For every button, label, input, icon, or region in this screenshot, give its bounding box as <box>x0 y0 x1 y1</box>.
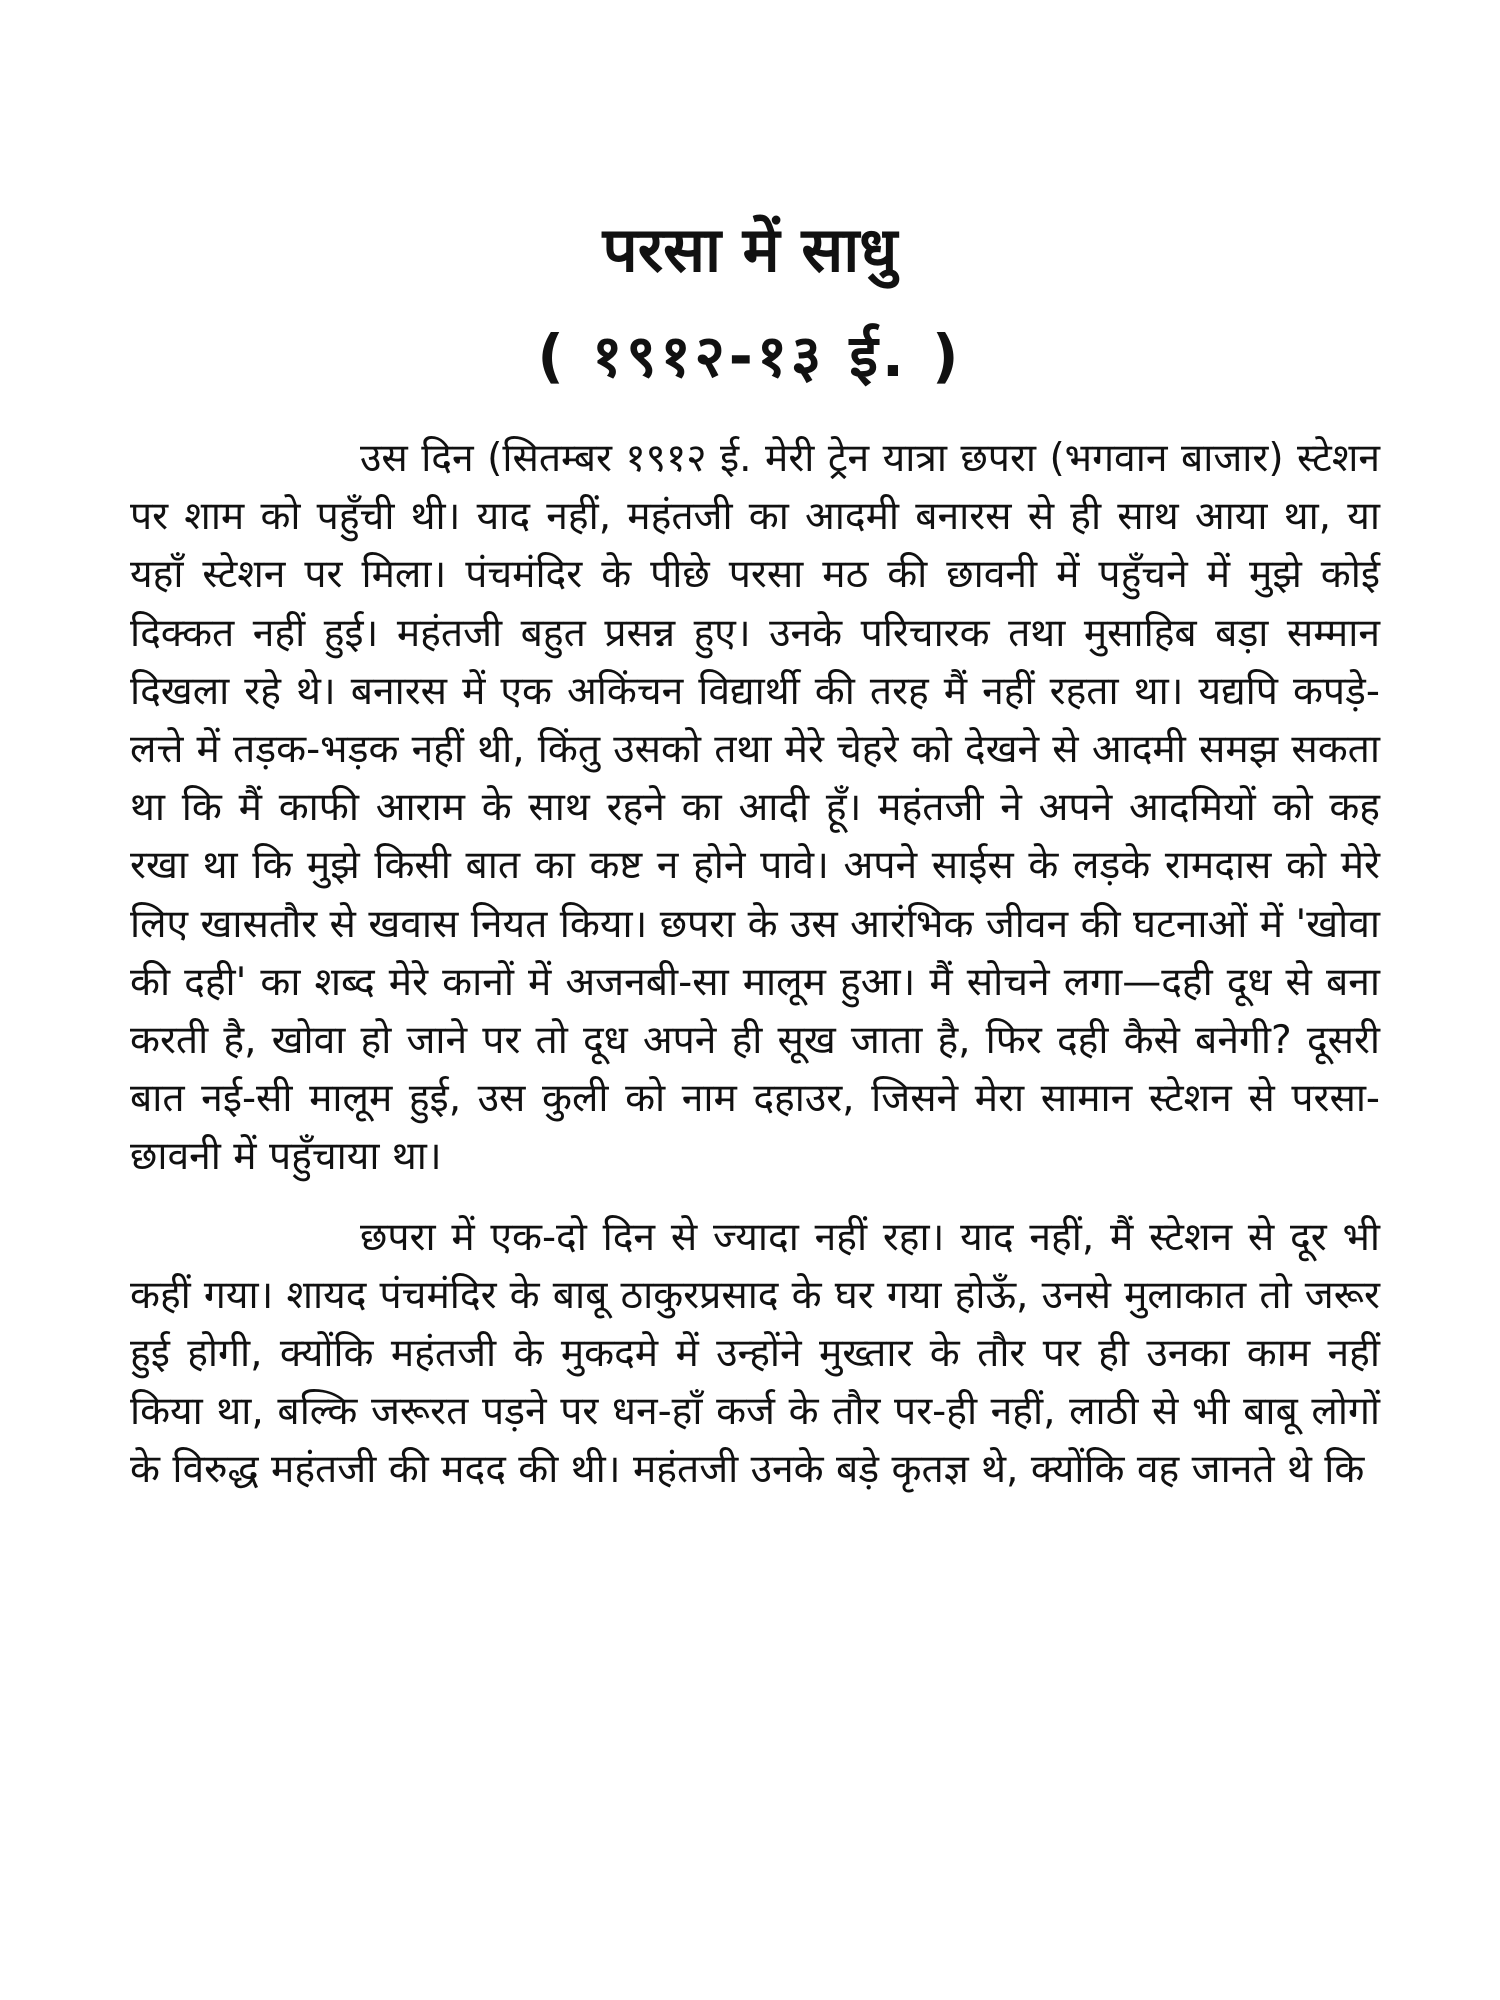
chapter-year: ( १९१२-१३ ई. ) <box>537 322 963 390</box>
paragraph-2: छपरा में एक-दो दिन से ज्यादा नहीं रहा। याद नहीं, मैं स्टेशन से दूर भी कहीं गया। शायद पंचमंदिर के बाबू ठाकुरप्रसाद के घर गया होऊँ, उनसे मुलाकात तो जरूर हुई होगी, क्योंकि महंतजी के मुकदमे में उन्होंने मुख्तार के तौर पर ही उनका काम नहीं किया था, बल्कि जरूरत पड़ने पर धन-हाँ कर्ज के तौर पर-ही नहीं, लाठी से भी बाबू लोगों के विरुद्ध महंतजी की मदद की थी। महंतजी उनके बड़े कृतज्ञ थे, क्योंकि वह जानते थे कि <box>130 1214 1380 1493</box>
paragraph-1: उस दिन (सितम्बर १९१२ ई. मेरी ट्रेन यात्रा छपरा (भगवान बाजार) स्टेशन पर शाम को पहुँची थी। याद नहीं, महंतजी का आदमी बनारस से ही साथ आया था, या यहाँ स्टेशन पर मिला। पंचमंदिर के पीछे परसा मठ की छावनी में पहुँचने में मुझे कोई दिक्कत नहीं हुई। महंतजी बहुत प्रसन्न हुए। उनके परिचारक तथा मुसाहिब बड़ा सम्मान दिखला रहे थे। बनारस में एक अकिंचन विद्यार्थी की तरह मैं नहीं रहता था। यद्यपि कपड़े-लत्ते में तड़क-भड़क नहीं थी, किंतु उसको तथा मेरे चेहरे को देखने से आदमी समझ सकता था कि मैं काफी आराम के साथ रहने का आदी हूँ। महंतजी ने अपने आदमियों को कह रखा था कि मुझे किसी बात का कष्ट न होने पावे। अपने साईस के लड़के रामदास को मेरे लिए खासतौर से खवास नियत किया। छपरा के उस आरंभिक जीवन की घटनाओं में 'खोवा की दही' का शब्द मेरे कानों में अजनबी-सा मालूम हुआ। मैं सोचने लगा—दही दूध से बना करती है, खोवा हो जाने पर तो दूध अपने ही सूख जाता है, फिर दही कैसे बनेगी? दूसरी बात नई-सी मालूम हुई, उस कुली को नाम दहाउर, जिसने मेरा सामान स्टेशन से परसा-छावनी में पहुँचाया था। <box>130 436 1380 1180</box>
chapter-body <box>130 430 1380 1500</box>
chapter-title: परसा में साधु <box>602 213 898 286</box>
